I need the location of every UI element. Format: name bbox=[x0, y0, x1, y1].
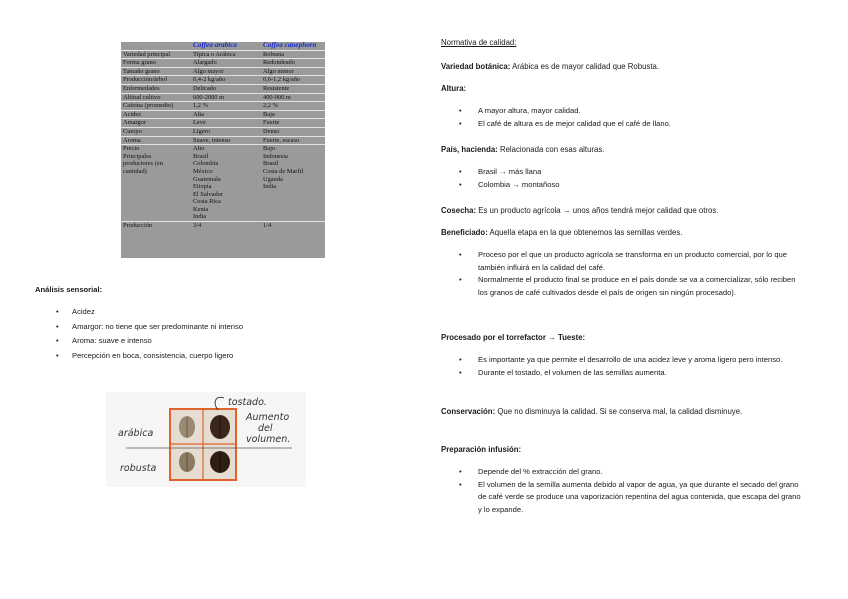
list-item: • Brasil → más llana bbox=[441, 166, 811, 179]
table-cell: Bajo bbox=[263, 145, 276, 153]
table-cell: Cafeína (promedio) bbox=[121, 102, 191, 111]
preparacion-label: Preparación infusión: bbox=[441, 445, 522, 454]
table-cell: Suave, intenso bbox=[191, 136, 261, 145]
table-cell: cantidad) bbox=[123, 167, 147, 175]
table-cell: Aroma bbox=[121, 136, 191, 145]
table-cell: Brasil bbox=[263, 160, 279, 168]
label-arabica: arábica bbox=[118, 428, 154, 439]
table-row bbox=[121, 191, 325, 199]
table-cell: 600-2000 m bbox=[191, 93, 261, 102]
table-cell: Costa de Marfil bbox=[263, 167, 304, 175]
list-item: • Amargor: no tiene que ser predominante ni intenso bbox=[56, 320, 356, 335]
table-row bbox=[121, 183, 325, 191]
table-row bbox=[121, 110, 325, 119]
list-item: • Es importante ya que permite el desarrollo de una acidez leve y aroma ligero pero intenso. bbox=[441, 354, 791, 367]
table-cell: productores (en bbox=[123, 160, 163, 168]
list-item: • Acidez bbox=[56, 305, 356, 320]
label-robusta: robusta bbox=[120, 463, 157, 474]
list-item: • A mayor altura, mayor calidad. bbox=[441, 105, 811, 118]
table-cell bbox=[261, 206, 325, 214]
table-row bbox=[121, 102, 325, 111]
list-item: • Normalmente el producto final se produce en el país donde se va a comercializar, sólo reciben los granos de café cultivados desde el país de origen sin ningún procesado). bbox=[441, 274, 801, 299]
sensorial-title: Análisis sensorial: bbox=[35, 285, 103, 294]
table-cell: 0,4-2 kg/año bbox=[191, 76, 261, 85]
altura-list bbox=[441, 105, 811, 130]
conservacion-label: Conservación: bbox=[441, 407, 496, 416]
table-row bbox=[121, 67, 325, 76]
table-row bbox=[121, 50, 325, 59]
table-header-canephora: Coffea canephora bbox=[261, 42, 325, 50]
table-cell bbox=[121, 198, 191, 206]
table-cell: Alta bbox=[191, 110, 261, 119]
table-cell: Algo menor bbox=[261, 67, 325, 76]
comparison-table-grid bbox=[121, 42, 325, 230]
cosecha-text: Es un producto agrícola → unos años tendrá mejor calidad que otros. bbox=[476, 206, 719, 215]
table-cell: India bbox=[263, 183, 277, 191]
table-cell: Altitud cultivo bbox=[121, 93, 191, 102]
table-cell: Alto bbox=[193, 145, 205, 153]
table-row bbox=[121, 168, 325, 176]
label-tostado: tostado. bbox=[228, 397, 267, 408]
table-cell bbox=[121, 191, 191, 199]
label-aumento: Aumento bbox=[246, 412, 290, 423]
table-row bbox=[121, 127, 325, 136]
label-volumen: volumen. bbox=[246, 434, 291, 445]
list-item: • Aroma: suave e intenso bbox=[56, 334, 356, 349]
table-cell: Amargor bbox=[121, 119, 191, 128]
table-cell: Típica o Arábica bbox=[191, 50, 261, 59]
table-cell: Guatemala bbox=[193, 175, 221, 183]
table-row bbox=[121, 222, 325, 230]
list-item: • Depende del % extracción del grano. bbox=[441, 466, 806, 479]
table-cell: Colombia bbox=[193, 160, 219, 168]
table-cell: Cuerpo bbox=[121, 127, 191, 136]
table-body bbox=[121, 50, 325, 230]
table-cell: Etiopía bbox=[193, 183, 212, 191]
table-row bbox=[121, 145, 325, 153]
beneficiado-list bbox=[441, 249, 801, 299]
table-cell: Tamaño grano bbox=[121, 67, 191, 76]
table-row bbox=[121, 93, 325, 102]
list-item: • Colombia → montañoso bbox=[441, 179, 811, 192]
table-cell: Alargado bbox=[191, 59, 261, 68]
table-row bbox=[121, 176, 325, 184]
table-cell: Uganda bbox=[263, 175, 283, 183]
list-item: • Percepción en boca, consistencia, cuerpo ligero bbox=[56, 349, 356, 364]
table-cell: Delicado bbox=[191, 84, 261, 93]
table-cell bbox=[121, 176, 191, 184]
table-cell: Acidez bbox=[121, 110, 191, 119]
table-cell: India bbox=[191, 213, 261, 221]
table-cell: Redondeado bbox=[261, 59, 325, 68]
beneficiado-text: Aquella etapa en la que obtenemos las semillas verdes. bbox=[487, 228, 683, 237]
table-row bbox=[121, 59, 325, 68]
table-row bbox=[121, 153, 325, 161]
table-row bbox=[121, 76, 325, 85]
table-cell bbox=[121, 213, 191, 221]
cosecha-label: Cosecha: bbox=[441, 206, 477, 215]
table-cell bbox=[261, 198, 325, 206]
table-cell: Precio bbox=[123, 145, 140, 153]
list-item: • Proceso por el que un producto agrícola se transforma en un producto comercial, por lo que también influirá en la calidad del café. bbox=[441, 249, 801, 274]
coffee-comparison-table bbox=[121, 42, 325, 258]
table-row bbox=[121, 213, 325, 221]
table-cell: Algo mayor bbox=[191, 67, 261, 76]
table-cell: Variedad principal bbox=[121, 50, 191, 59]
variedad-label: Variedad botánica: bbox=[441, 62, 511, 71]
label-del: del bbox=[258, 423, 273, 434]
table-row bbox=[121, 84, 325, 93]
table-row bbox=[121, 119, 325, 128]
table-cell: Denso bbox=[261, 127, 325, 136]
table-cell bbox=[261, 191, 325, 199]
table-cell: 0,6-1,2 kg/año bbox=[261, 76, 325, 85]
table-cell: Brasil bbox=[193, 152, 209, 160]
table-cell: 1,2 % bbox=[191, 102, 261, 111]
preparacion-list bbox=[441, 466, 806, 516]
table-cell: México bbox=[193, 167, 213, 175]
table-row bbox=[121, 136, 325, 145]
table-cell: Costa Rica bbox=[193, 198, 221, 206]
table-cell: Resistente bbox=[261, 84, 325, 93]
table-header-row bbox=[121, 42, 325, 50]
altura-label: Altura: bbox=[441, 84, 467, 93]
table-cell: Fuerte bbox=[261, 119, 325, 128]
table-header-arabica: Coffea arabica bbox=[191, 42, 261, 50]
pais-label: País, hacienda: bbox=[441, 145, 498, 154]
procesado-list bbox=[441, 354, 791, 379]
procesado-label: Procesado por el torrefactor → Tueste: bbox=[441, 333, 586, 342]
table-cell: Principales bbox=[123, 152, 152, 160]
table-row bbox=[121, 198, 325, 206]
table-cell: 3/4 bbox=[193, 222, 202, 230]
table-cell bbox=[121, 183, 191, 191]
table-cell: Kenia bbox=[193, 205, 209, 213]
roasting-sketch bbox=[106, 392, 306, 487]
table-row bbox=[121, 206, 325, 214]
table-cell: El Salvador bbox=[193, 190, 223, 198]
sensorial-list bbox=[56, 305, 356, 363]
table-cell: 400-900 m bbox=[261, 93, 325, 102]
table-header-blank bbox=[121, 42, 191, 50]
table-cell: Ligero bbox=[191, 127, 261, 136]
table-cell: Robusta bbox=[261, 50, 325, 59]
variedad-text: Arábica es de mayor calidad que Robusta. bbox=[510, 62, 659, 71]
table-cell: Producción/árbol bbox=[121, 76, 191, 85]
table-cell: Producción bbox=[123, 222, 153, 230]
normativa-title: Normativa de calidad: bbox=[441, 38, 517, 47]
table-cell: Baja bbox=[261, 110, 325, 119]
table-cell: Leve bbox=[191, 119, 261, 128]
list-item: • El café de altura es de mejor calidad que el café de llano. bbox=[441, 118, 811, 131]
pais-list bbox=[441, 166, 811, 191]
beneficiado-label: Beneficiado: bbox=[441, 228, 488, 237]
table-cell: 1/4 bbox=[263, 222, 272, 230]
table-cell: Forma grano bbox=[121, 59, 191, 68]
table-cell: Enfermedades bbox=[121, 84, 191, 93]
table-cell: 2,2 % bbox=[261, 102, 325, 111]
list-item: • Durante el tostado, el volumen de las semillas aumenta. bbox=[441, 367, 791, 380]
pais-text: Relacionada con esas alturas. bbox=[497, 145, 605, 154]
conservacion-text: Que no disminuya la calidad. Si se conserva mal, la calidad disminuye. bbox=[495, 407, 743, 416]
table-cell bbox=[121, 206, 191, 214]
table-cell: Fuerte, escaso bbox=[261, 136, 325, 145]
table-row bbox=[121, 160, 325, 168]
table-cell: Indonesia bbox=[263, 152, 288, 160]
table-cell bbox=[261, 213, 325, 221]
list-item: • El volumen de la semilla aumenta debido al vapor de agua, ya que durante el secado del grano de café verde se produce una vaporización repentina del agua contenida, que escapa del grano y lo expande. bbox=[441, 479, 806, 517]
